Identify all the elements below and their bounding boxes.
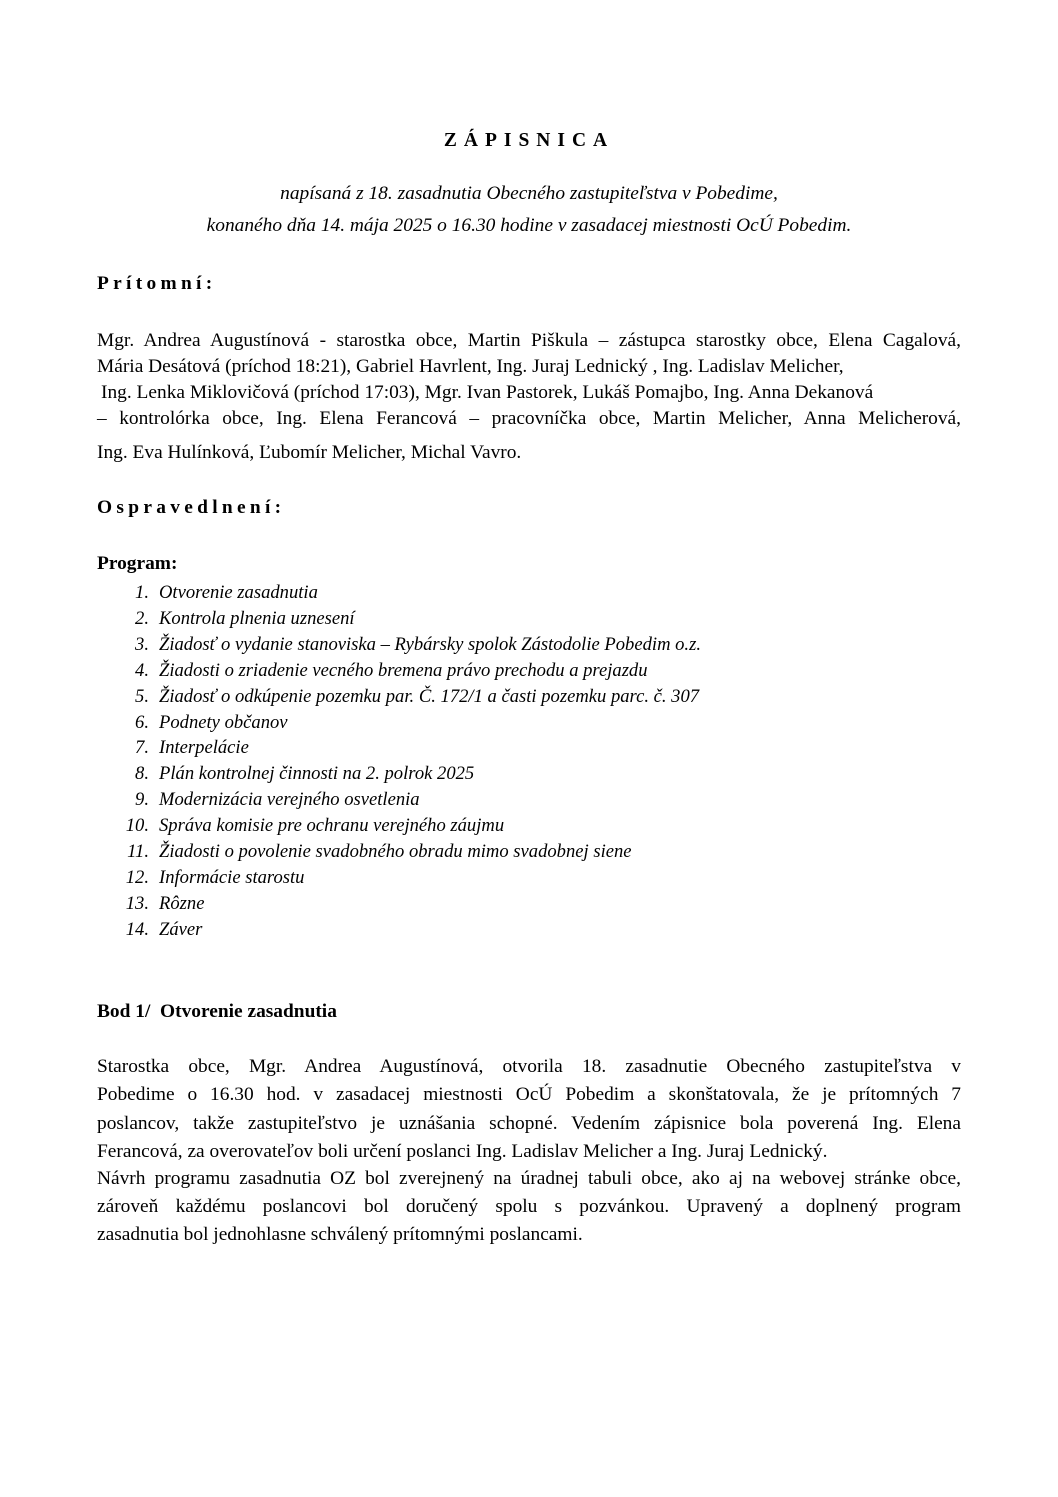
- program-item-text: Žiadosti o zriadenie vecného bremena právo prechodu a prejazdu: [159, 659, 648, 681]
- bod1-heading: Bod 1/ Otvorenie zasadnutia: [97, 1001, 337, 1022]
- program-item-number: 2.: [135, 607, 149, 629]
- bod1-line: poslancov, takže zastupiteľstvo je uznášania schopné. Vedením zápisnice bola poverená Ing. Elena: [97, 1113, 961, 1134]
- excused-heading: Ospravedlnení:: [97, 497, 286, 518]
- program-item-text: Záver: [159, 918, 203, 940]
- program-item-number: 1.: [135, 582, 149, 603]
- program-item-number: 13.: [125, 892, 149, 914]
- program-item: [97, 711, 288, 734]
- program-item-text: Interpelácie: [159, 737, 249, 759]
- program-item-number: 5.: [135, 685, 149, 707]
- program-item: [97, 866, 305, 889]
- program-item: [97, 789, 420, 811]
- program-item: [97, 659, 648, 682]
- document-title: ZÁPISNICA: [443, 130, 615, 151]
- program-item-number: 12.: [125, 866, 149, 888]
- program-item-text: Kontrola plnenia uznesení: [159, 607, 355, 629]
- program-item-text: Žiadosť o vydanie stanoviska – Rybársky spolok Zástodolie Pobedim o.z.: [159, 633, 701, 655]
- program-item: [97, 685, 700, 708]
- bod1-line: Pobedime o 16.30 hod. v zasadacej miestnosti OcÚ Pobedim a skonštatovala, že je prítomných 7: [97, 1084, 961, 1105]
- program-item-text: Podnety občanov: [159, 711, 288, 733]
- program-item: [97, 633, 701, 656]
- program-item: [97, 737, 249, 759]
- program-item-text: Žiadosti o povolenie svadobného obradu mimo svadobnej siene: [159, 841, 632, 862]
- present-line: Mária Desátová (príchod 18:21), Gabriel Havrlent, Ing. Juraj Lednický , Ing. Ladislav Melicher,: [97, 356, 844, 377]
- program-item-text: Rôzne: [159, 892, 205, 914]
- document-subtitle-line-2: konaného dňa 14. mája 2025 o 16.30 hodine v zasadacej miestnosti OcÚ Pobedim.: [206, 215, 852, 236]
- program-item: [97, 841, 632, 863]
- program-item-number: 9.: [135, 789, 149, 811]
- program-item: [97, 892, 205, 915]
- program-item-text: Otvorenie zasadnutia: [159, 582, 318, 603]
- bod1-line: zasadnutia bol jednohlasne schválený prítomnými poslancami.: [97, 1224, 583, 1245]
- program-item-number: 14.: [125, 918, 149, 940]
- program-item-number: 4.: [135, 659, 149, 681]
- program-item-number: 6.: [135, 711, 149, 733]
- bod1-line: Ferancová, za overovateľov boli určení poslanci Ing. Ladislav Melicher a Ing. Juraj Lednický.: [97, 1141, 828, 1162]
- present-line: Mgr. Andrea Augustínová - starostka obce, Martin Piškula – zástupca starostky obce, Elena Cagalová,: [97, 330, 961, 351]
- program-item-number: 11.: [127, 841, 149, 862]
- program-item-number: 10.: [125, 815, 149, 837]
- present-line: Ing. Eva Hulínková, Ľubomír Melicher, Michal Vavro.: [97, 442, 522, 463]
- program-item-number: 7.: [135, 737, 149, 759]
- program-item: [97, 815, 505, 837]
- program-item-text: Správa komisie pre ochranu verejného záujmu: [159, 815, 505, 837]
- program-item: [97, 918, 203, 941]
- program-item: [97, 582, 318, 604]
- bod1-line: Návrh programu zasadnutia OZ bol zverejnený na úradnej tabuli obce, ako aj na webovej stránke obce,: [97, 1168, 961, 1189]
- bod1-line: zároveň každému poslancovi bol doručený spolu s pozvánkou. Upravený a doplnený program: [97, 1196, 961, 1217]
- present-heading: Prítomní:: [97, 273, 217, 294]
- program-item: [97, 763, 475, 785]
- program-item-text: Informácie starostu: [159, 866, 305, 888]
- program-item-number: 3.: [135, 633, 149, 655]
- bod1-line: Starostka obce, Mgr. Andrea Augustínová, otvorila 18. zasadnutie Obecného zastupiteľstva v: [97, 1056, 961, 1077]
- program-item-text: Plán kontrolnej činnosti na 2. polrok 2025: [159, 763, 475, 785]
- program-heading: Program:: [97, 553, 178, 574]
- program-item-number: 8.: [135, 763, 149, 785]
- document-subtitle-line-1: napísaná z 18. zasadnutia Obecného zastupiteľstva v Pobedime,: [280, 183, 778, 204]
- program-item-text: Žiadosť o odkúpenie pozemku par. Č. 172/1 a časti pozemku parc. č. 307: [159, 685, 700, 707]
- present-line: – kontrolórka obce, Ing. Elena Ferancová – pracovníčka obce, Martin Melicher, Anna Melicherová,: [97, 408, 961, 429]
- program-item-text: Modernizácia verejného osvetlenia: [159, 789, 420, 811]
- program-item: [97, 607, 355, 630]
- present-line: Ing. Lenka Miklovičová (príchod 17:03), Mgr. Ivan Pastorek, Lukáš Pomajbo, Ing. Anna Dekanová: [101, 382, 874, 403]
